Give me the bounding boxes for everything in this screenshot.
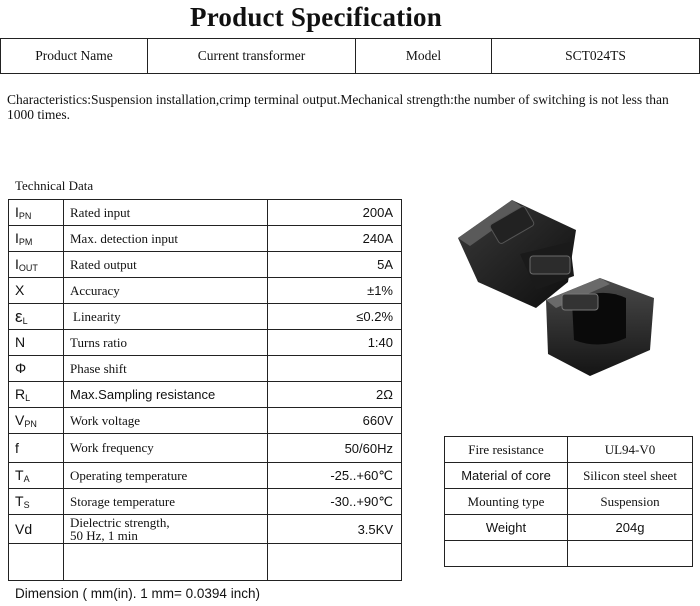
page-title: Product Specification [190,2,442,32]
symbol-cell: $T_S$ [9,489,64,515]
spec-value: 204g [568,515,693,541]
table-row [9,434,402,463]
product-name-label: Product Name [1,39,148,74]
spec-value: Silicon steel sheet [568,463,693,489]
parameter-label: Max.Sampling resistance [64,382,268,408]
spec-key: Material of core [445,463,568,489]
table-row [9,330,402,356]
table-row [9,278,402,304]
parameter-value: 2Ω [268,382,402,408]
table-row [445,515,693,541]
symbol-cell: $T_A$ [9,463,64,489]
empty-cell [445,541,568,567]
symbol-cell: $R_L$ [9,382,64,408]
table-row [9,252,402,278]
product-header-row [1,39,700,74]
table-row [445,463,693,489]
symbol-cell: Φ [9,356,64,382]
parameter-label: Phase shift [64,356,268,382]
parameter-value: -30..+90℃ [268,489,402,515]
parameter-value: ≤0.2% [268,304,402,330]
table-row [445,489,693,515]
symbol-cell: X [9,278,64,304]
parameter-value: 1:40 [268,330,402,356]
material-spec-table [444,436,693,567]
parameter-value: 5A [268,252,402,278]
parameter-value: 50/60Hz [268,434,402,463]
lower-latch [562,294,598,310]
parameter-label: Turns ratio [64,330,268,356]
table-row [9,356,402,382]
parameter-label: Rated input [64,200,268,226]
parameter-label: Operating temperature [64,463,268,489]
empty-table-row [445,541,693,567]
table-row [9,382,402,408]
parameter-value: 240A [268,226,402,252]
symbol-cell: $V_{PN}$ [9,408,64,434]
empty-cell [9,544,64,581]
model-value: SCT024TS [492,39,700,74]
model-label: Model [356,39,492,74]
parameter-label: Linearity [64,304,268,330]
parameter-label: Max. detection input [64,226,268,252]
parameter-label: Storage temperature [64,489,268,515]
spec-key: Fire resistance [445,437,568,463]
parameter-label: Work frequency [64,434,268,463]
parameter-value [268,356,402,382]
table-row [9,515,402,544]
symbol-cell: N [9,330,64,356]
empty-table-row [9,544,402,581]
empty-cell [568,541,693,567]
table-row [9,200,402,226]
label-line-1: Dielectric strength, [70,515,170,530]
table-row [9,226,402,252]
symbol-cell: $I_{OUT}$ [9,252,64,278]
dimension-note: Dimension ( mm(in). 1 mm= 0.0394 inch) [15,586,260,601]
table-row [445,437,693,463]
symbol-cell: $I_{PN}$ [9,200,64,226]
symbol-cell: $\varepsilon_L$ [9,304,64,330]
parameter-value: 200A [268,200,402,226]
empty-cell [64,544,268,581]
empty-cell [268,544,402,581]
parameter-value: 660V [268,408,402,434]
parameter-label [64,515,268,544]
technical-data-table [8,199,402,581]
parameter-label: Accuracy [64,278,268,304]
spec-key: Mounting type [445,489,568,515]
symbol-cell: $I_{PM}$ [9,226,64,252]
product-name-value: Current transformer [148,39,356,74]
label-line-2: 50 Hz, 1 min [70,528,138,543]
symbol-cell: f [9,434,64,463]
parameter-value: 3.5KV [268,515,402,544]
product-header-table [0,38,700,74]
table-row [9,463,402,489]
current-transformer-photo [440,190,660,380]
technical-data-heading: Technical Data [15,178,94,193]
parameter-label: Rated output [64,252,268,278]
table-row [9,304,402,330]
spec-value: UL94-V0 [568,437,693,463]
parameter-label: Work voltage [64,408,268,434]
table-row [9,489,402,515]
table-row [9,408,402,434]
parameter-value: -25..+60℃ [268,463,402,489]
symbol-cell: Vd [9,515,64,544]
parameter-value: ±1% [268,278,402,304]
characteristics-text: Characteristics:Suspension installation,crimp terminal output.Mechanical strength:the number of switching is not less than 1000 times. [7,92,669,122]
spec-value: Suspension [568,489,693,515]
spec-key: Weight [445,515,568,541]
core-insert [530,256,570,274]
